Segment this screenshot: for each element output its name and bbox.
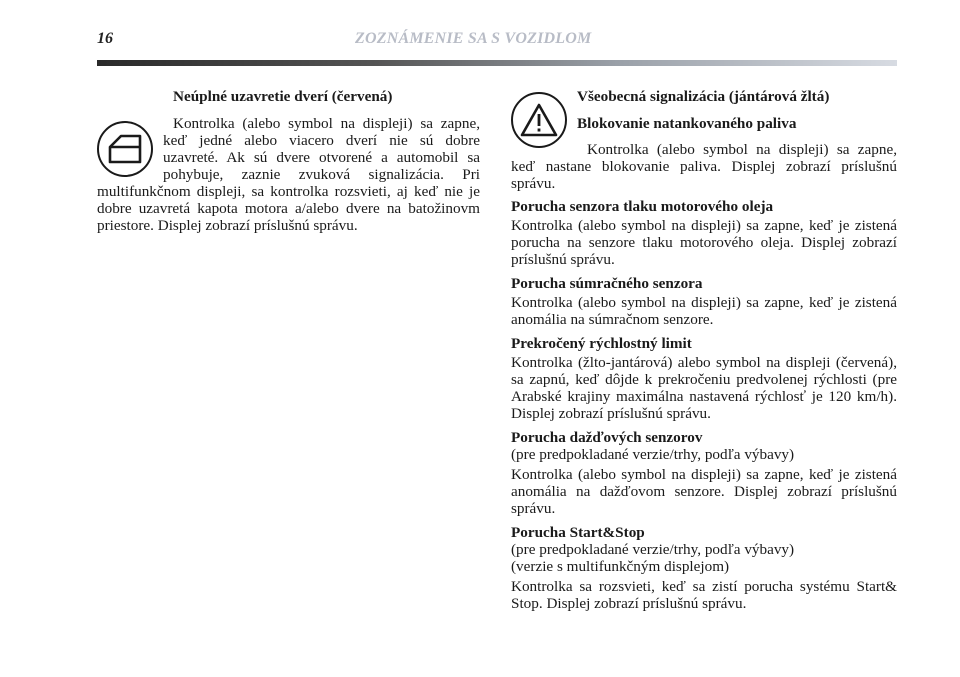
rain-sensor-text: Kontrolka (alebo symbol na displeji) sa zapne, keď je zistená anomália na dažďovom senzore. Displej zobrazí príslušnú správu. [511,466,897,517]
speed-limit-heading: Prekročený rýchlostný limit [511,335,692,352]
start-stop-note-2: (verzie s multifunkčným displejom) [511,558,730,575]
rain-sensor-heading: Porucha dažďových senzorov [511,429,703,446]
speed-limit-block [511,335,897,422]
general-warning-heading: Všeobecná signalizácia (jántárová žltá) [577,88,830,105]
door-open-icon [97,121,153,177]
header-rule [97,60,897,66]
right-column [511,88,897,619]
door-warning-heading: Neúplné uzavretie dverí (červená) [173,88,393,105]
dusk-sensor-text: Kontrolka (alebo symbol na displeji) sa zapne, keď je zistená anomália na súmračnom senzore. [511,294,897,328]
warning-triangle-icon [511,92,567,148]
left-column [97,88,480,238]
speed-limit-text: Kontrolka (žlto-jantárová) alebo symbol na displeji (červená), sa zapnú, keď dôjde k prekročeniu predvolenej rýchlosti (pre Arabské krajiny maximálna nastavená rýchlosť je 120 km/h). Displej zobrazí príslušnú správu. [511,354,897,422]
page-number: 16 [97,30,113,47]
start-stop-note-1: (pre predpokladané verzie/trhy, podľa výbavy) [511,541,795,558]
fuel-block-text: Kontrolka (alebo symbol na displeji) sa zapne, keď nastane blokovanie paliva. Displej zobrazí príslušnú správu. [511,141,897,192]
oil-sensor-text: Kontrolka (alebo symbol na displeji) sa zapne, keď je zistená porucha na senzore tlaku motorového oleja. Displej zobrazí príslušnú správu. [511,217,897,268]
dusk-sensor-block [511,275,897,328]
start-stop-text: Kontrolka sa rozsvieti, keď sa zistí porucha systému Start& Stop. Displej zobrazí príslušnú správu. [511,578,897,612]
fuel-block-heading: Blokovanie natankovaného paliva [577,115,797,132]
section-title: ZOZNÁMENIE SA S VOZIDLOM [355,30,592,47]
door-warning-text: Kontrolka (alebo symbol na displeji) sa zapne, keď jedné alebo viacero dverí nie sú dobre uzavreté. Ak sú dvere otvorené a automobil sa pohybuje, zaznie zvuková signalizácia. Pri multifunkčnom displeji, sa kontrolka rozsvieti, aj keď nie je dobre uzavretá kapota motora a/alebo dvere na batožinovm priestore. Displej zobrazí príslušnú správu. [97,115,480,234]
start-stop-block [511,524,897,612]
start-stop-heading: Porucha Start&Stop [511,524,645,541]
dusk-sensor-heading: Porucha súmračného senzora [511,275,703,292]
oil-sensor-block [511,198,897,268]
oil-sensor-heading: Porucha senzora tlaku motorového oleja [511,198,774,215]
rain-sensor-note: (pre predpokladané verzie/trhy, podľa výbavy) [511,446,795,463]
rain-sensor-block [511,429,897,517]
